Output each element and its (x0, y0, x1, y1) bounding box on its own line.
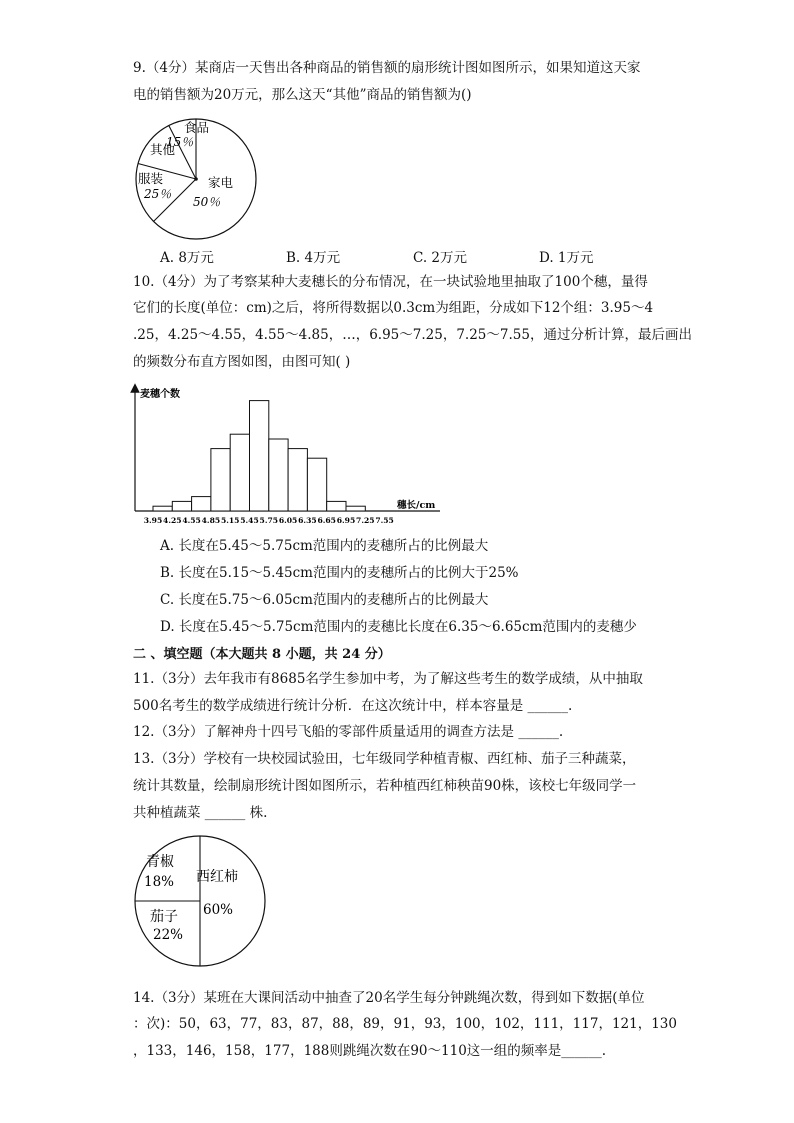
hist-bar (269, 439, 288, 511)
hist-tick-label: 6.05 (278, 516, 298, 525)
hist-tick-label: 5.75 (259, 516, 279, 525)
q10-line-1: 10.（4分）为了考察某种大麦穗长的分布情况，在一块试验地里抽取了100个穗，量得 (133, 274, 648, 290)
q14-line-3: ，133，146，158，177，188则跳绳次数在90～110这一组的频率是______. (133, 1043, 607, 1059)
q9-option-c: C. 2万元 (413, 250, 468, 266)
veg-pct-tomato: 60% (203, 902, 234, 918)
pie-pct-appliance: 50％ (193, 195, 221, 209)
hist-bar (172, 501, 191, 511)
q10-option-b: B. 长度在5.15～5.45cm范围内的麦穗所占的比例大于25% (160, 565, 519, 581)
q10-option-c: C. 长度在5.75～6.05cm范围内的麦穗所占的比例最大 (160, 592, 489, 608)
pie-label-appliance: 家电 (208, 175, 234, 190)
q14-line-1: 14.（3分）某班在大课间活动中抽查了20名学生每分钟跳绳次数，得到如下数据(单位 (133, 990, 645, 1006)
vegetable-pie-chart (132, 833, 268, 969)
hist-tick-label: 6.65 (317, 516, 336, 525)
veg-pct-pepper: 18% (144, 874, 175, 890)
q10-line-3: .25，4.25～4.55，4.55～4.85，…，6.95～7.25，7.25～7.55，通过分析计算，最后画出 (133, 327, 692, 343)
pie-label-food: 食品 (184, 120, 210, 135)
pie-pct-food: 15％ (166, 135, 194, 149)
hist-x-label: 穗长/cm (397, 500, 436, 511)
hist-bar (288, 449, 307, 511)
hist-tick-label: 4.55 (182, 516, 201, 525)
q11-line-2: 500名考生的数学成绩进行统计分析．在这次统计中，样本容量是 ______. (133, 698, 573, 714)
q11-line-1: 11.（3分）去年我市有8685名学生参加中考，为了解这些考生的数学成绩，从中抽取 (133, 671, 643, 687)
q14-line-2: ：次)：50，63，77，83，87，88，89，91，93，100，102，111，117，121，130 (133, 1016, 677, 1032)
q10-line-2: 它们的长度(单位：cm)之后，将所得数据以0.3cm为组距，分成如下12个组：3.95～4 (133, 300, 654, 316)
q13-line-1: 13.（3分）学校有一块校园试验田，七年级同学种植青椒、西红柿、茄子三种蔬菜， (133, 751, 636, 767)
hist-bar (192, 497, 211, 511)
hist-tick-label: 7.25 (356, 516, 375, 525)
sales-pie-chart (133, 116, 259, 242)
q9-option-b: B. 4万元 (286, 250, 341, 266)
q9-option-d: D. 1万元 (539, 250, 594, 266)
veg-label-eggplant: 茄子 (150, 909, 178, 925)
q13-line-2: 统计其数量，绘制扇形统计图如图所示，若种植西红柿秧苗90株，该校七年级同学一 (133, 778, 637, 794)
hist-y-label: 麦穗个数 (140, 389, 180, 400)
hist-bar (211, 449, 230, 511)
veg-label-tomato: 西红柿 (196, 869, 238, 885)
hist-tick-label: 7.55 (375, 516, 394, 525)
hist-tick-label: 4.25 (163, 516, 182, 525)
veg-label-pepper: 青椒 (146, 854, 174, 870)
hist-tick-label: 6.35 (298, 516, 317, 525)
pie-pct-clothes: 25％ (144, 187, 172, 201)
q9-line-2: 电的销售额为20万元，那么这天“其他”商品的销售额为() (133, 87, 472, 103)
hist-bar (307, 458, 326, 511)
hist-tick-label: 4.85 (201, 516, 221, 525)
hist-tick-label: 5.15 (220, 516, 240, 525)
hist-bar (153, 506, 172, 511)
hist-tick-label: 5.45 (240, 516, 259, 525)
q10-option-a: A. 长度在5.45～5.75cm范围内的麦穗所占的比例最大 (160, 538, 489, 554)
pie-label-other: 其他 (150, 142, 176, 157)
section-2-heading: 二 、填空题（本大题共 8 小题，共 24 分） (133, 647, 391, 662)
pie-label-clothes: 服装 (138, 171, 164, 186)
q12-line-1: 12.（3分）了解神舟十四号飞船的零部件质量适用的调查方法是 ______. (133, 724, 564, 740)
hist-bar (327, 501, 346, 511)
q10-option-d: D. 长度在5.45～5.75cm范围内的麦穗比长度在6.35～6.65cm范围内的麦穗少 (160, 619, 637, 635)
pie-center (194, 177, 198, 181)
hist-tick-label: 6.95 (336, 516, 356, 525)
veg-pct-eggplant: 22% (153, 927, 184, 943)
q9-option-a: A. 8万元 (160, 250, 214, 266)
wheat-histogram (126, 380, 446, 530)
hist-bar (230, 434, 249, 511)
hist-tick-label: 3.95 (143, 516, 163, 525)
q13-line-3: 共种植蔬菜 ______ 株. (133, 805, 268, 821)
hist-bar (250, 401, 269, 511)
q10-line-4: 的频数分布直方图如图，由图可知( ) (133, 354, 351, 370)
hist-bar (346, 506, 365, 511)
q9-line-1: 9.（4分）某商店一天售出各种商品的销售额的扇形统计图如图所示，如果知道这天家 (133, 60, 641, 76)
